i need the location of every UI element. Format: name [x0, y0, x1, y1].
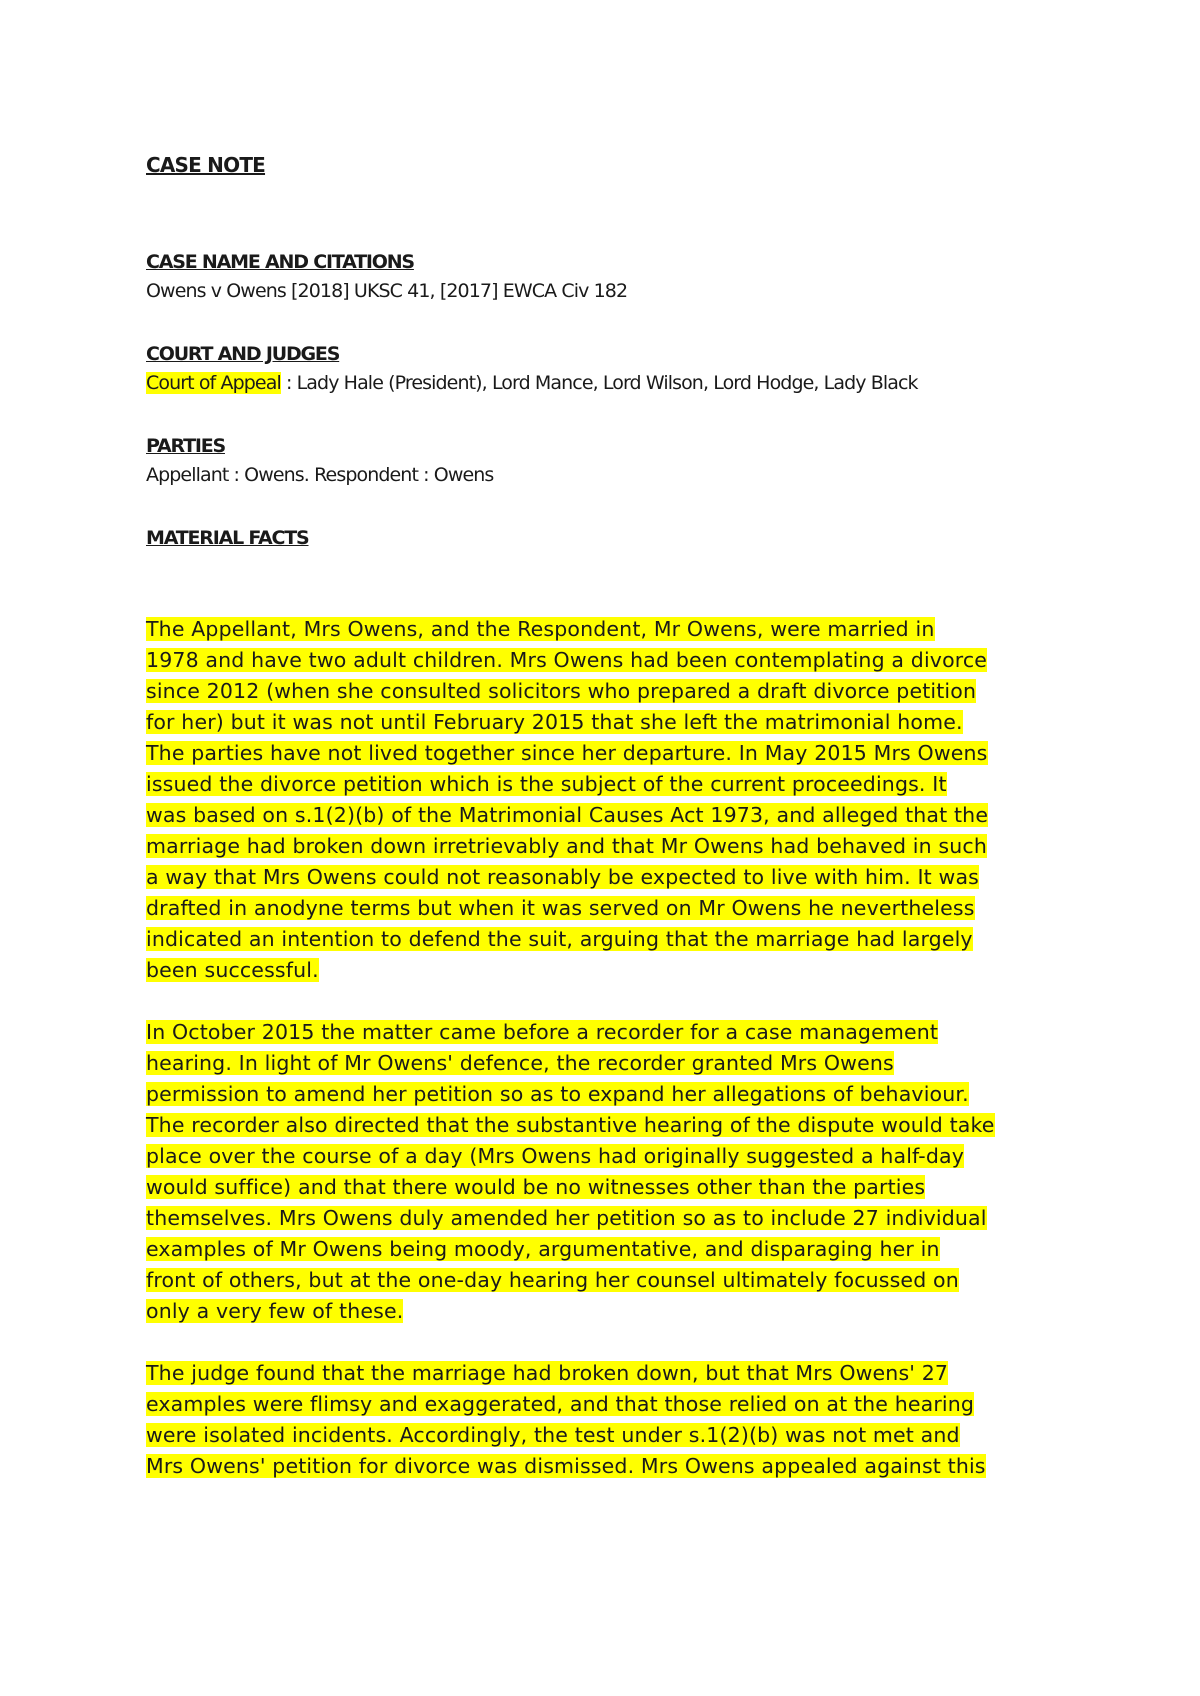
highlighted-text: issued the divorce petition which is the subject of the current proceedings. It: [146, 772, 947, 796]
highlighted-text: 1978 and have two adult children. Mrs Owens had been contemplating a divorce: [146, 648, 988, 672]
highlighted-text: indicated an intention to defend the suit, arguing that the marriage had largely: [146, 927, 973, 951]
document-page: [146, 150, 1066, 1482]
highlighted-text: Mrs Owens' petition for divorce was dismissed. Mrs Owens appealed against this: [146, 1454, 986, 1478]
highlighted-text: examples were flimsy and exaggerated, and that those relied on at the hearing: [146, 1392, 975, 1416]
fact-paragraph: [146, 1017, 1066, 1327]
highlighted-text: since 2012 (when she consulted solicitors who prepared a draft divorce petition: [146, 679, 977, 703]
paragraph-line: [146, 1079, 1066, 1110]
highlighted-text: been successful.: [146, 958, 319, 982]
highlighted-text: were isolated incidents. Accordingly, the test under s.1(2)(b) was not met and: [146, 1423, 960, 1447]
highlighted-text: themselves. Mrs Owens duly amended her petition so as to include 27 individual: [146, 1206, 987, 1230]
paragraph-line: [146, 1017, 1066, 1048]
document-title: CASE NOTE: [146, 153, 266, 177]
case-citation: Owens v Owens [2018] UKSC 41, [2017] EWCA Civ 182: [146, 280, 628, 302]
highlighted-text: for her) but it was not until February 2015 that she left the matrimonial home.: [146, 710, 963, 734]
paragraph-line: [146, 1389, 1066, 1420]
highlighted-text: The recorder also directed that the substantive hearing of the dispute would take: [146, 1113, 995, 1137]
highlighted-text: In October 2015 the matter came before a recorder for a case management: [146, 1020, 939, 1044]
paragraph-line: [146, 831, 1066, 862]
court-heading: COURT AND JUDGES: [146, 343, 340, 365]
paragraph-line: [146, 1451, 1066, 1482]
paragraph-line: [146, 1203, 1066, 1234]
parties-text: Appellant : Owens. Respondent : Owens: [146, 464, 494, 486]
highlighted-text: a way that Mrs Owens could not reasonably be expected to live with him. It was: [146, 865, 979, 889]
paragraph-line: [146, 1172, 1066, 1203]
court-line: [146, 368, 1066, 398]
paragraph-line: [146, 1110, 1066, 1141]
fact-paragraph: [146, 614, 1066, 986]
highlighted-text: place over the course of a day (Mrs Owens had originally suggested a half-day: [146, 1144, 964, 1168]
paragraph-line: [146, 1048, 1066, 1079]
highlighted-text: marriage had broken down irretrievably and that Mr Owens had behaved in such: [146, 834, 987, 858]
highlighted-text: would suffice) and that there would be no witnesses other than the parties: [146, 1175, 926, 1199]
paragraph-line: [146, 862, 1066, 893]
highlighted-text: hearing. In light of Mr Owens' defence, the recorder granted Mrs Owens: [146, 1051, 894, 1075]
paragraph-line: [146, 1234, 1066, 1265]
case-name-heading: CASE NAME AND CITATIONS: [146, 251, 414, 273]
paragraph-line: [146, 707, 1066, 738]
paragraph-line: [146, 1296, 1066, 1327]
paragraph-line: [146, 676, 1066, 707]
judges-text: : Lady Hale (President), Lord Mance, Lord Wilson, Lord Hodge, Lady Black: [280, 372, 918, 394]
paragraph-line: [146, 893, 1066, 924]
paragraph-line: [146, 645, 1066, 676]
highlighted-text: was based on s.1(2)(b) of the Matrimonial Causes Act 1973, and alleged that the: [146, 803, 989, 827]
paragraph-line: [146, 1358, 1066, 1389]
highlighted-text: front of others, but at the one-day hearing her counsel ultimately focussed on: [146, 1268, 959, 1292]
paragraph-line: [146, 769, 1066, 800]
court-highlighted: Court of Appeal: [146, 372, 281, 394]
paragraph-line: [146, 738, 1066, 769]
highlighted-text: only a very few of these.: [146, 1299, 404, 1323]
highlighted-text: The Appellant, Mrs Owens, and the Respondent, Mr Owens, were married in: [146, 617, 935, 641]
highlighted-text: examples of Mr Owens being moody, argumentative, and disparaging her in: [146, 1237, 940, 1261]
highlighted-text: permission to amend her petition so as to expand her allegations of behaviour.: [146, 1082, 969, 1106]
paragraph-line: [146, 1420, 1066, 1451]
facts-heading: MATERIAL FACTS: [146, 527, 309, 549]
paragraph-line: [146, 1265, 1066, 1296]
parties-heading: PARTIES: [146, 435, 225, 457]
highlighted-text: drafted in anodyne terms but when it was served on Mr Owens he nevertheless: [146, 896, 975, 920]
paragraph-line: [146, 614, 1066, 645]
highlighted-text: The parties have not lived together since her departure. In May 2015 Mrs Owens: [146, 741, 988, 765]
paragraph-line: [146, 924, 1066, 955]
highlighted-text: The judge found that the marriage had broken down, but that Mrs Owens' 27: [146, 1361, 949, 1385]
paragraph-line: [146, 800, 1066, 831]
fact-paragraph: [146, 1358, 1066, 1482]
facts-body: [146, 614, 1066, 1482]
paragraph-line: [146, 955, 1066, 986]
paragraph-line: [146, 1141, 1066, 1172]
